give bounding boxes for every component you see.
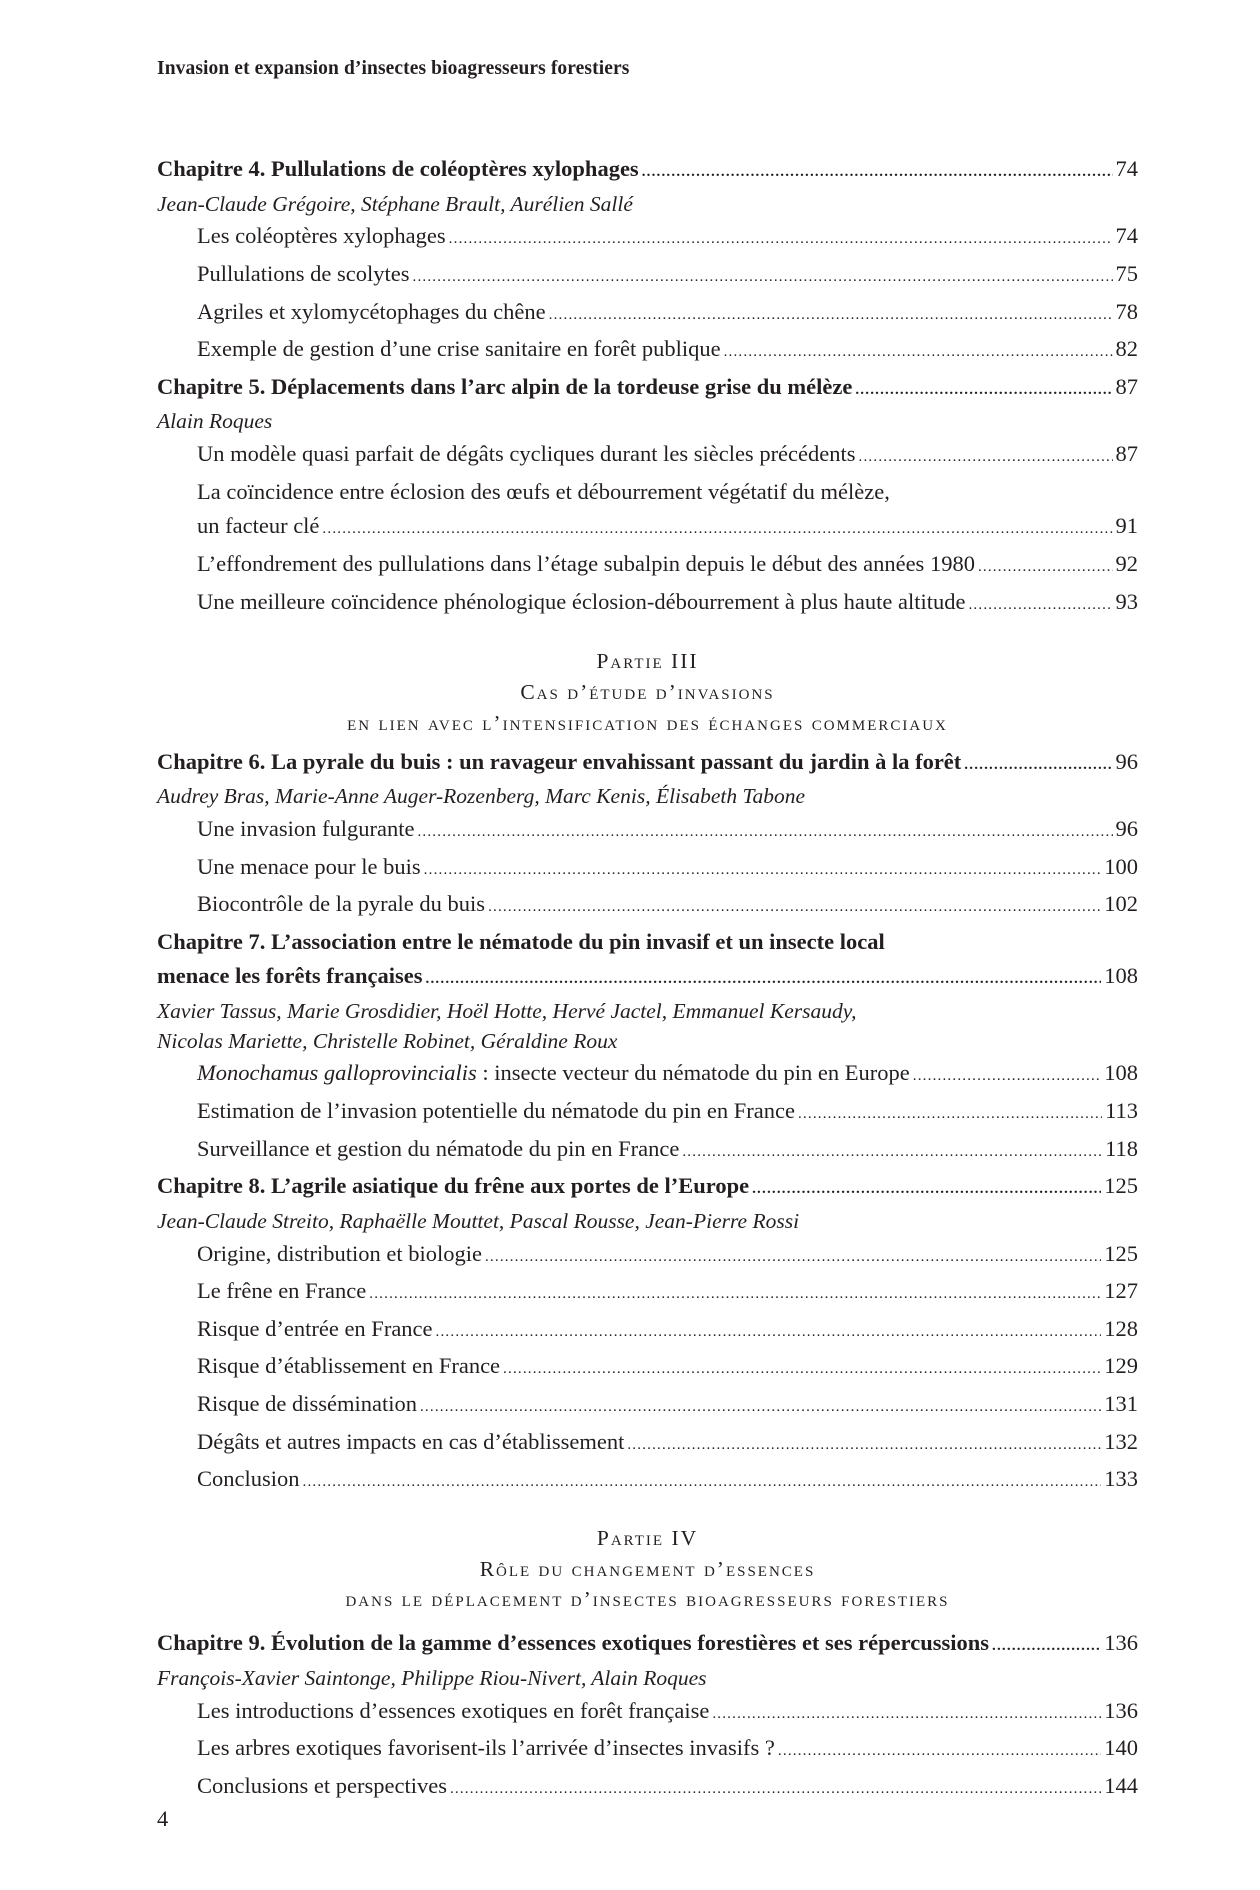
section-title (197, 1056, 910, 1091)
page-number: 87 (1115, 373, 1138, 399)
dot-leader (978, 550, 1113, 585)
page-number: 75 (1115, 260, 1138, 286)
chapter-5-entry[interactable] (157, 370, 1138, 408)
dot-leader (503, 1352, 1101, 1387)
toc-section-entry[interactable] (157, 1769, 1138, 1807)
toc-section-entry[interactable] (157, 547, 1138, 585)
toc-section-entry[interactable] (157, 1312, 1138, 1350)
chapter-title: Chapitre 6. La pyrale du buis : un ravageur envahissant passant du jardin à la forêt (157, 748, 962, 774)
section-title: Une invasion fulgurante (197, 815, 415, 841)
dot-leader (642, 155, 1113, 190)
section-title: Conclusions et perspectives (197, 1772, 447, 1798)
chapter-7-entry[interactable] (157, 959, 1138, 997)
toc-section-entry[interactable] (157, 437, 1138, 475)
toc-section-entry[interactable] (157, 295, 1138, 333)
dot-leader (322, 512, 1112, 547)
dot-leader (420, 1390, 1101, 1425)
toc-section-entry[interactable] (157, 509, 1138, 547)
section-title: Risque d’établissement en France (197, 1353, 501, 1379)
chapter-8-entry[interactable] (157, 1169, 1138, 1207)
toc-section-entry[interactable] (157, 585, 1138, 623)
toc-section-entry[interactable] (157, 1387, 1138, 1425)
chapter-title: Chapitre 9. Évolution de la gamme d’essences exotiques forestières et ses répercussions (157, 1630, 990, 1656)
dot-leader (627, 1428, 1101, 1463)
part-title-line-2: en lien avec l’intensification des échanges commerciaux (347, 710, 948, 735)
chapter-5-authors: Alain Roques (157, 409, 273, 434)
dot-leader (712, 1697, 1101, 1732)
section-title-line-2: un facteur clé (197, 513, 320, 539)
page-number: 93 (1115, 588, 1138, 614)
section-title-rest: : insecte vecteur du nématode du pin en Europe (476, 1060, 910, 1086)
dot-leader (992, 1629, 1101, 1664)
page-number: 132 (1104, 1428, 1138, 1454)
page-number: 128 (1104, 1315, 1138, 1341)
chapter-title: Chapitre 4. Pullulations de coléoptères xylophages (157, 156, 639, 181)
chapter-4-entry[interactable] (157, 152, 1138, 190)
dot-leader (682, 1135, 1102, 1170)
page-number: 74 (1115, 223, 1138, 249)
dot-leader (855, 373, 1112, 408)
page-number: 92 (1115, 550, 1138, 576)
toc-section-entry[interactable] (157, 257, 1138, 295)
toc-section-entry[interactable] (157, 1425, 1138, 1463)
toc-section-entry[interactable] (157, 1349, 1138, 1387)
chapter-4-authors: Jean-Claude Grégoire, Stéphane Brault, Aurélien Sallé (157, 191, 633, 216)
section-title: Agriles et xylomycétophages du chêne (197, 298, 546, 324)
page-number: 136 (1104, 1697, 1138, 1723)
page-number: 125 (1104, 1240, 1138, 1266)
dot-leader (450, 1772, 1101, 1807)
page-number: 131 (1104, 1391, 1138, 1417)
part-label: Partie III (596, 649, 699, 674)
section-title: Risque d’entrée en France (197, 1315, 433, 1341)
table-of-contents (157, 152, 1138, 1806)
toc-section-entry[interactable] (157, 1731, 1138, 1769)
dot-leader (549, 298, 1113, 333)
page-number: 96 (1115, 815, 1138, 841)
dot-leader (426, 962, 1102, 997)
part-title-line-2: dans le déplacement d’insectes bioagresseurs forestiers (345, 1587, 950, 1612)
section-title: Un modèle quasi parfait de dégâts cycliques durant les siècles précédents (197, 441, 856, 467)
part-3-heading (157, 646, 1138, 738)
chapter-title: Chapitre 8. L’agrile asiatique du frêne aux portes de l’Europe (157, 1173, 750, 1199)
page-number: 78 (1115, 298, 1138, 324)
part-title-line-1: Rôle du changement d’essences (479, 1556, 816, 1581)
chapter-6-authors: Audrey Bras, Marie-Anne Auger-Rozenberg, Marc Kenis, Élisabeth Tabone (157, 784, 806, 809)
dot-leader (488, 890, 1101, 925)
page-number: 125 (1104, 1173, 1138, 1199)
chapter-7-title-line-1[interactable]: Chapitre 7. L’association entre le nématode du pin invasif et un insecte local (157, 928, 885, 954)
dot-leader (724, 335, 1113, 370)
page-number: 129 (1104, 1353, 1138, 1379)
section-title: Conclusion (197, 1466, 300, 1492)
toc-section-entry[interactable] (157, 850, 1138, 888)
chapter-7-authors-line-1: Xavier Tassus, Marie Grosdidier, Hoël Hotte, Hervé Jactel, Emmanuel Kersaudy, (157, 998, 857, 1023)
toc-section-entry[interactable] (157, 1094, 1138, 1132)
page-number: 96 (1115, 748, 1138, 774)
section-title: Le frêne en France (197, 1278, 367, 1304)
part-4-heading (157, 1523, 1138, 1615)
page-number: 133 (1104, 1466, 1138, 1492)
section-title: Les coléoptères xylophages (197, 223, 446, 249)
toc-section-entry[interactable] (157, 1274, 1138, 1312)
section-title: L’effondrement des pullulations dans l’étage subalpin depuis le début des années 1980 (197, 550, 975, 576)
page-number: 144 (1104, 1772, 1138, 1798)
section-title: Pullulations de scolytes (197, 260, 410, 286)
dot-leader (485, 1240, 1101, 1275)
page-number: 87 (1115, 441, 1138, 467)
page-number: 118 (1105, 1135, 1138, 1161)
section-title: Estimation de l’invasion potentielle du nématode du pin en France (197, 1098, 795, 1124)
running-header: Invasion et expansion d’insectes bioagresseurs forestiers (157, 58, 630, 79)
page-number: 102 (1104, 891, 1138, 917)
page-number: 91 (1115, 513, 1138, 539)
page-number: 108 (1104, 963, 1138, 989)
page-number: 136 (1104, 1630, 1138, 1656)
page-number: 82 (1115, 336, 1138, 362)
dot-leader (424, 853, 1102, 888)
toc-section-entry[interactable] (157, 332, 1138, 370)
toc-section-entry[interactable] (157, 1237, 1138, 1275)
chapter-9-entry[interactable] (157, 1626, 1138, 1664)
section-title: Risque de dissémination (197, 1391, 417, 1417)
section-title: Origine, distribution et biologie (197, 1240, 482, 1266)
section-title: Une menace pour le buis (197, 853, 421, 879)
page-number: 127 (1104, 1278, 1138, 1304)
section-title: Dégâts et autres impacts en cas d’établissement (197, 1428, 625, 1454)
chapter-title: Chapitre 5. Déplacements dans l’arc alpin de la tordeuse grise du mélèze (157, 373, 853, 399)
toc-section-entry[interactable] (157, 219, 1138, 257)
chapter-7-authors-line-2: Nicolas Mariette, Christelle Robinet, Géraldine Roux (157, 1028, 618, 1053)
dot-leader (417, 815, 1112, 850)
chapter-8-authors: Jean-Claude Streito, Raphaëlle Mouttet, Pascal Rousse, Jean-Pierre Rossi (157, 1208, 800, 1233)
dot-leader (859, 440, 1113, 475)
chapter-9-authors: François-Xavier Saintonge, Philippe Riou-Nivert, Alain Roques (157, 1665, 707, 1690)
part-title-line-1: Cas d’étude d’invasions (520, 679, 775, 704)
chapter-title-line-2: menace les forêts françaises (157, 963, 423, 989)
toc-section-entry[interactable] (157, 1694, 1138, 1732)
dot-leader (913, 1059, 1101, 1094)
toc-section-entry[interactable] (157, 1462, 1138, 1500)
section-title: Les introductions d’essences exotiques en forêt française (197, 1697, 710, 1723)
toc-section-entry[interactable] (157, 812, 1138, 850)
dot-leader (798, 1097, 1102, 1132)
page-number-footer: 4 (157, 1806, 169, 1831)
dot-leader (449, 222, 1113, 257)
page-number: 113 (1105, 1098, 1138, 1124)
page-number: 74 (1115, 156, 1138, 181)
section-title-line-1[interactable]: La coïncidence entre éclosion des œufs et débourrement végétatif du mélèze, (197, 478, 890, 504)
part-label: Partie IV (596, 1525, 699, 1550)
toc-section-entry[interactable] (157, 1132, 1138, 1170)
section-title: Une meilleure coïncidence phénologique éclosion-débourrement à plus haute altitude (197, 588, 966, 614)
section-title: Exemple de gestion d’une crise sanitaire en forêt publique (197, 336, 721, 362)
toc-section-entry[interactable] (157, 887, 1138, 925)
dot-leader (968, 588, 1112, 623)
species-name: Monochamus galloprovincialis (197, 1060, 477, 1086)
dot-leader (778, 1734, 1101, 1769)
toc-section-entry[interactable] (157, 1056, 1138, 1094)
page-number: 108 (1104, 1060, 1138, 1086)
section-title: Les arbres exotiques favorisent-ils l’arrivée d’insectes invasifs ? (197, 1735, 775, 1761)
page-number: 100 (1104, 853, 1138, 879)
chapter-6-entry[interactable] (157, 745, 1138, 783)
dot-leader (369, 1277, 1101, 1312)
dot-leader (752, 1172, 1101, 1207)
page-number: 140 (1104, 1735, 1138, 1761)
dot-leader (964, 748, 1112, 783)
section-title: Surveillance et gestion du nématode du pin en France (197, 1135, 680, 1161)
section-title: Biocontrôle de la pyrale du buis (197, 891, 486, 917)
dot-leader (413, 260, 1113, 295)
dot-leader (436, 1315, 1102, 1350)
dot-leader (303, 1465, 1102, 1500)
